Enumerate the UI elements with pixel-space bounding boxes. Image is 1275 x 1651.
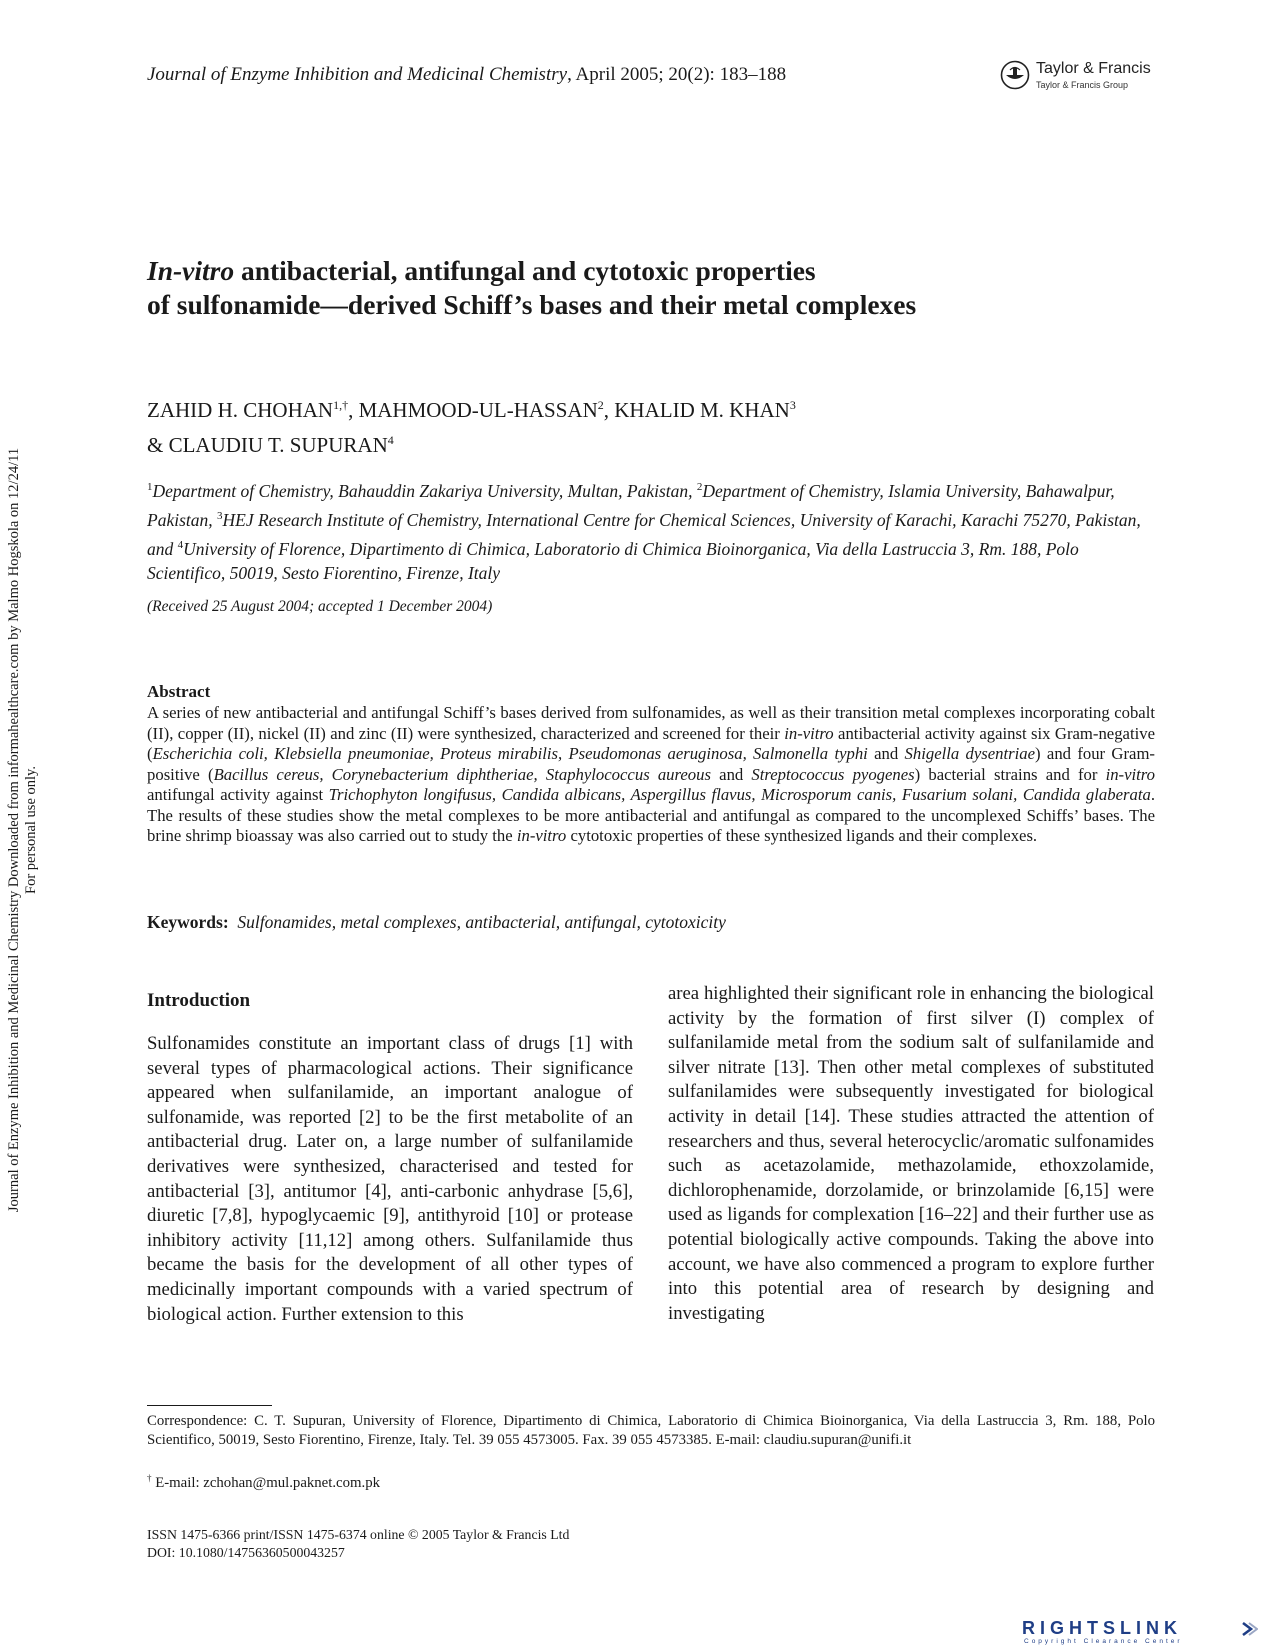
side-note-line2: For personal use only. (23, 766, 39, 894)
author-name: & CLAUDIU T. SUPURAN (147, 433, 388, 457)
abstract-text: and (867, 744, 905, 763)
abstract-text: cytotoxic properties of these synthesized ligands and their complexes. (566, 826, 1038, 845)
keywords-value: Sulfonamides, metal complexes, antibacterial, antifungal, cytotoxicity (237, 912, 726, 932)
abstract-italic: Bacillus cereus, Corynebacterium diphtheriae, Staphylococcus aureous (213, 764, 711, 784)
journal-issue: , April 2005; 20(2): 183–188 (567, 64, 787, 85)
footnote-rule (147, 1405, 272, 1406)
affiliation-sup: 2 (696, 481, 703, 493)
abstract-italic: Trichophyton longifusus, Candida albicans, Aspergillus flavus, Microsporum canis, Fusarium solani, Candida glaberata (328, 785, 1151, 804)
dagger-mark: † (147, 1473, 152, 1483)
abstract-text: ) and four Gram-positive ( (147, 744, 1155, 784)
affiliation-text: Department of Chemistry, Bahauddin Zakariya University, Multan, Pakistan, (152, 480, 697, 501)
issn-doi (147, 1526, 569, 1561)
title-line1: antibacterial, antifungal and cytotoxic properties (234, 255, 816, 286)
affiliation-text: University of Florence, Dipartimento di Chimica, Laboratorio di Chimica Bioinorganica, Via della Lastruccia 3, Rm. 188, Polo Scientifico, 50019, Sesto Fiorentino, Firenze, Italy (147, 538, 1079, 584)
publisher-name: Taylor & Francis (1036, 60, 1151, 77)
abstract-text: A series of new antibacterial and antifungal Schiff’s bases derived from sulfonamides, as well as their transition metal complexes incorporating cobalt (II), copper (II), nickel (II) and zinc (II) were synthesized, characterized and screened for their (147, 703, 1155, 743)
rightslink-arrow-icon (1240, 1620, 1258, 1638)
download-side-note (6, 370, 54, 1290)
abstract-text: . The results of these studies show the metal complexes to be more antibacterial and antifungal as compared to the uncomplexed Schiffs’ bases. The brine shrimp bioassay was also carried out to study the (147, 785, 1155, 845)
abstract-text: and (711, 764, 752, 784)
introduction-right-column: area highlighted their significant role in enhancing the biological activity by the formation of first silver (I) complex of sulfanilamide metal from the sodium salt of sulfanilamide and silver nitrate [13]. Then other metal complexes of substituted sulfanilamides were subsequently investigated for biological activity in detail [14]. These studies attracted the attention of researchers and thus, several heterocyclic/aromatic sulfonamides such as acetazolamide, methazolamide, ethoxzolamide, dichlorophenamide, dorzolamide, or brinzolamide [6,15] were used as ligands for complexation [16–22] and their further use as potential biologically active compounds. Taking the above into account, we have also commenced a program to explore further into this potential area of research by designing and investigating (668, 983, 1154, 1324)
introduction-heading: Introduction (147, 990, 251, 1011)
keywords-label: Keywords: (147, 912, 229, 932)
doi-line: DOI: 10.1080/14756360500043257 (147, 1544, 345, 1560)
abstract-italic: Shigella dysentriae (904, 744, 1036, 763)
keywords (147, 912, 726, 933)
rightslink-sub: Copyright Clearance Center (1024, 1638, 1183, 1645)
introduction-left-column: Sulfonamides constitute an important class of drugs [1] with several types of pharmacological actions. Their significance appeared when sulfanilamide, an important analogue of sulfonamide, was reported [2] to be the first metabolite of an antibacterial drug. Later on, a large number of sulfanilamide derivatives were synthesized, characterised and tested for antibacterial [3], antitumor [4], anti-carbonic anhydrase [5,6], diuretic [7,8], hypoglycaemic [9], antithyroid [10] or protease inhibitory activity [11,12] among others. Sulfanilamide thus became the basis for the development of all other types of medicinally important compounds with a varied spectrum of biological action. Further extension to this (147, 1033, 633, 1325)
author-name: ZAHID H. CHOHAN (147, 398, 334, 422)
publisher-logo (1000, 60, 1160, 94)
affiliation-text: HEJ Research Institute of Chemistry, International Centre for Chemical Sciences, University of Karachi, Karachi 75270, Pakistan, and (147, 509, 1141, 559)
abstract-italic: in-vitro (1105, 764, 1155, 784)
abstract-body (147, 703, 1155, 847)
affiliation-sup: 3 (217, 509, 223, 522)
author-name: , KHALID M. KHAN (603, 398, 790, 422)
abstract-text: antifungal activity against (147, 785, 329, 804)
abstract-text: antibacterial activity against six Gram-negative ( (147, 723, 1155, 763)
author-sup: 2 (597, 398, 604, 412)
side-note-line1: Journal of Enzyme Inhibition and Medicinal Chemistry Downloaded from informahealthcare.com by Malmo Hogskola on 12/24/11 (6, 447, 22, 1213)
abstract-text: ) bacterial strains and for (914, 764, 1106, 784)
affiliation-sup: 4 (177, 538, 184, 551)
author-name: , MAHMOOD-UL-HASSAN (348, 398, 598, 422)
affiliations (147, 475, 1155, 586)
abstract-italic: in-vitro (516, 826, 567, 845)
journal-header (147, 64, 786, 86)
abstract-italic: Streptococcus pyogenes (751, 764, 915, 784)
author-sup: 4 (387, 433, 394, 447)
abstract-italic: in-vitro (784, 723, 834, 743)
email-footnote (147, 1473, 380, 1492)
correspondence-footnote: Correspondence: C. T. Supuran, University of Florence, Dipartimento di Chimica, Laboratorio di Chimica Bioinorganica, Via della Lastruccia 3, Rm. 188, Polo Scientifico, 50019, Sesto Fiorentino, Firenze, Italy. Tel. 39 055 4573005. Fax. 39 055 4573385. E-mail: claudiu.supuran@unifi.it (147, 1413, 1155, 1448)
author-sup: 1,† (333, 398, 349, 412)
author-sup: 3 (789, 398, 796, 412)
author-list (147, 390, 1147, 460)
title-line2: of sulfonamide—derived Schiff’s bases and their metal complexes (147, 289, 917, 320)
publisher-group: Taylor & Francis Group (1036, 80, 1129, 90)
taylor-francis-logo-icon (1000, 60, 1030, 90)
journal-name: Journal of Enzyme Inhibition and Medicinal Chemistry (147, 64, 568, 85)
abstract-heading: Abstract (147, 682, 211, 701)
rightslink-logo[interactable] (1022, 1618, 1262, 1648)
rightslink-word: RIGHTSLINK (1022, 1618, 1182, 1638)
abstract-italic: Escherichia coli, Klebsiella pneumoniae, Proteus mirabilis, Pseudomonas aeruginosa, Salmonella typhi (152, 744, 868, 763)
affiliation-sup: 1 (147, 481, 153, 493)
affiliation-text: Department of Chemistry, Islamia University, Bahawalpur, Pakistan, (147, 480, 1115, 530)
received-dates: (Received 25 August 2004; accepted 1 December 2004) (147, 598, 493, 615)
issn-line: ISSN 1475-6366 print/ISSN 1475-6374 online © 2005 Taylor & Francis Ltd (147, 1527, 570, 1542)
email-footnote-text: E-mail: zchohan@mul.paknet.com.pk (151, 1474, 381, 1491)
paper-title (147, 254, 1147, 322)
title-italic: In-vitro (147, 255, 235, 286)
